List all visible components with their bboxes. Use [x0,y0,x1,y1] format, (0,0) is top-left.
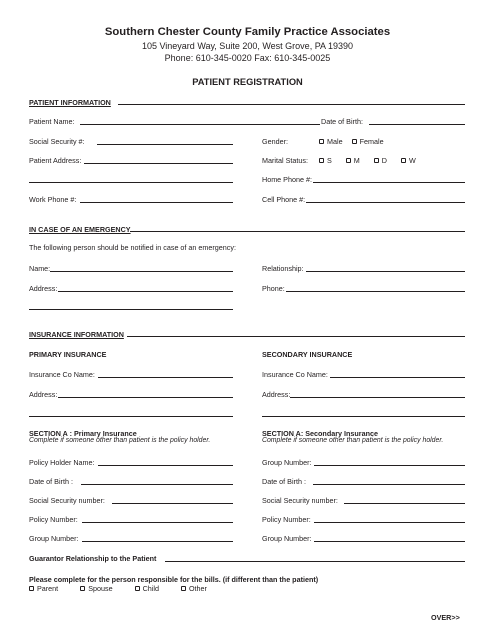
checkbox-icon[interactable] [135,586,140,591]
marital-option-w[interactable]: W [401,156,416,165]
primary-co-name-label: Insurance Co Name: [29,370,95,379]
practice-address: 105 Vineyard Way, Suite 200, West Grove, PA 19390 [141,41,354,51]
primary-address-line-2[interactable] [29,416,233,417]
cell-phone-label: Cell Phone #: [262,195,306,204]
secondary-group-number-label: Group Number: [262,458,312,467]
marital-status-label: Marital Status: [262,156,308,165]
guarantor-option-child[interactable]: Child [135,584,159,593]
ssn-field[interactable] [97,144,233,145]
policy-holder-field[interactable] [98,465,233,466]
secondary-group-number-2-field[interactable] [314,541,465,542]
guarantor-options [29,584,229,593]
practice-phones: Phone: 610-345-0020 Fax: 610-345-0025 [164,53,331,63]
secondary-group-number-2-label: Group Number: [262,534,312,543]
section-insurance: INSURANCE INFORMATION [29,330,124,339]
checkbox-icon[interactable] [401,158,406,163]
checkbox-icon[interactable] [374,158,379,163]
home-phone-field[interactable] [313,182,465,183]
work-phone-field[interactable] [80,202,233,203]
patient-dob-field[interactable] [369,124,465,125]
work-phone-label: Work Phone #: [29,195,77,204]
ssn-label: Social Security #: [29,137,85,146]
secondary-dob-field[interactable] [313,484,465,485]
section-rule [130,231,465,232]
emergency-relationship-field[interactable] [306,271,465,272]
patient-name-field[interactable] [80,124,320,125]
policy-holder-label: Policy Holder Name: [29,458,95,467]
section-a-secondary-note: Complete if someone other than patient is the policy holder. [262,437,444,444]
home-phone-label: Home Phone #: [262,175,312,184]
guarantor-label: Guarantor Relationship to the Patient [29,554,157,563]
emergency-address-field[interactable] [58,291,233,292]
marital-options [319,156,425,165]
form-title: PATIENT REGISTRATION [192,77,303,87]
section-a-secondary-heading: SECTION A: Secondary Insurance [262,429,378,438]
primary-dob-label: Date of Birth : [29,477,73,486]
checkbox-icon[interactable] [80,586,85,591]
secondary-group-number-field[interactable] [314,465,465,466]
primary-address-label: Address: [29,390,58,399]
secondary-ssn-field[interactable] [344,503,465,504]
emergency-address-line-2[interactable] [29,309,233,310]
gender-options [319,137,393,146]
primary-ssn-label: Social Security number: [29,496,105,505]
gender-label: Gender: [262,137,288,146]
checkbox-icon[interactable] [352,139,357,144]
over-indicator: OVER>> [431,613,460,622]
secondary-policy-number-field[interactable] [314,522,465,523]
practice-name: Southern Chester County Family Practice Associates [104,26,391,38]
primary-group-number-field[interactable] [82,541,233,542]
section-a-primary-heading: SECTION A : Primary Insurance [29,429,137,438]
patient-address-line-2[interactable] [29,182,233,183]
section-patient-information: PATIENT INFORMATION [29,98,111,107]
secondary-policy-number-label: Policy Number: [262,515,311,524]
secondary-co-name-label: Insurance Co Name: [262,370,328,379]
primary-co-name-field[interactable] [98,377,233,378]
guarantor-option-other[interactable]: Other [181,584,207,593]
section-a-primary-note: Complete if someone other than patient is the policy holder. [29,437,211,444]
secondary-ssn-label: Social Security number: [262,496,338,505]
marital-option-d[interactable]: D [374,156,387,165]
secondary-address-line-2[interactable] [262,416,465,417]
emergency-note: The following person should be notified in case of an emergency: [29,243,236,252]
primary-group-number-label: Group Number: [29,534,79,543]
primary-policy-number-field[interactable] [82,522,233,523]
section-rule [118,104,465,105]
primary-insurance-heading: PRIMARY INSURANCE [29,350,107,359]
primary-policy-number-label: Policy Number: [29,515,78,524]
gender-option-male[interactable]: Male [319,137,343,146]
checkbox-icon[interactable] [181,586,186,591]
cell-phone-field[interactable] [306,202,465,203]
marital-option-m[interactable]: M [346,156,360,165]
secondary-insurance-heading: SECONDARY INSURANCE [262,350,353,359]
section-rule [127,336,465,337]
emergency-phone-label: Phone: [262,284,285,293]
guarantor-option-parent[interactable]: Parent [29,584,58,593]
primary-ssn-field[interactable] [112,503,233,504]
checkbox-icon[interactable] [319,158,324,163]
emergency-address-label: Address: [29,284,58,293]
emergency-name-label: Name: [29,264,51,273]
section-emergency: IN CASE OF AN EMERGENCY [29,225,131,234]
emergency-phone-field[interactable] [286,291,465,292]
checkbox-icon[interactable] [319,139,324,144]
primary-dob-field[interactable] [81,484,233,485]
emergency-relationship-label: Relationship: [262,264,304,273]
guarantor-option-spouse[interactable]: Spouse [80,584,112,593]
guarantor-field[interactable] [165,561,465,562]
patient-dob-label: Date of Birth: [321,117,363,126]
primary-address-field[interactable] [58,397,233,398]
secondary-dob-label: Date of Birth : [262,477,306,486]
marital-option-s[interactable]: S [319,156,332,165]
patient-address-field[interactable] [84,163,233,164]
secondary-address-label: Address: [262,390,291,399]
secondary-co-name-field[interactable] [330,377,465,378]
emergency-name-field[interactable] [50,271,233,272]
secondary-address-field[interactable] [290,397,465,398]
patient-name-label: Patient Name: [29,117,75,126]
patient-address-label: Patient Address: [29,156,82,165]
gender-option-female[interactable]: Female [352,137,384,146]
checkbox-icon[interactable] [29,586,34,591]
guarantor-instructions: Please complete for the person responsible for the bills. (if different than the patient) [29,575,319,584]
checkbox-icon[interactable] [346,158,351,163]
